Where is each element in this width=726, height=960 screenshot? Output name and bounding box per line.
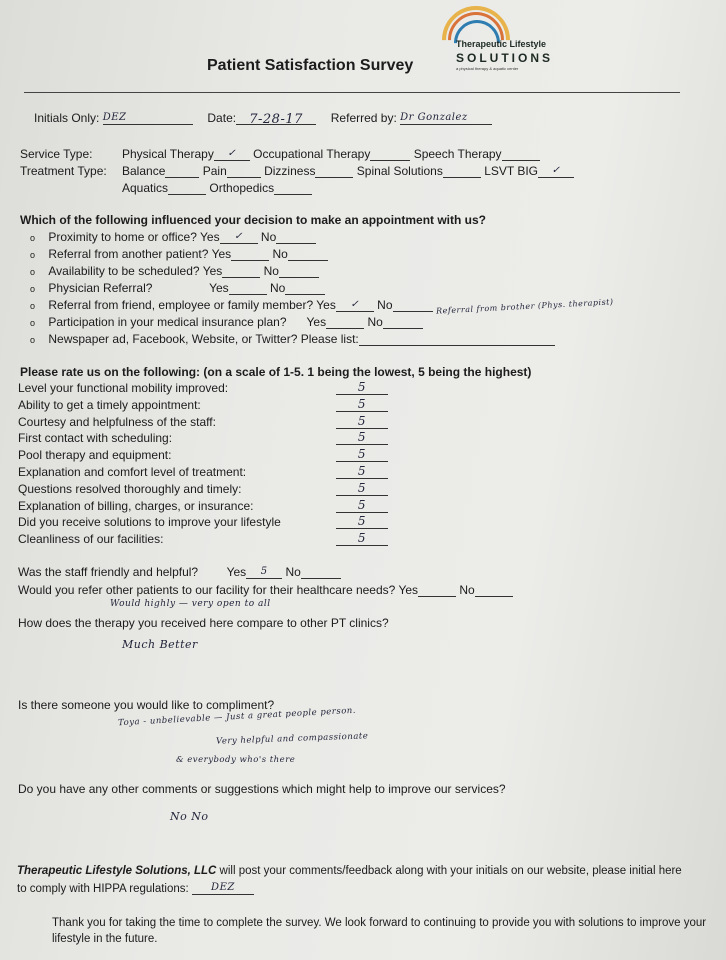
no-label: No [459, 583, 475, 597]
referred-label: Referred by: [330, 111, 397, 125]
initials-label: Initials Only: [34, 111, 100, 125]
website-notice [17, 865, 682, 877]
thank-you-text: Thank you for taking the time to complete the survey. We look forward to continuing to provide you with solutions to improve your lifestyle in the future. [52, 917, 707, 945]
no-field[interactable] [383, 316, 423, 329]
referred-field[interactable]: Dr Gonzalez [400, 112, 492, 125]
company-name: Therapeutic Lifestyle Solutions, LLC [17, 865, 217, 877]
logo-tagline: a physical therapy & aquatic center [456, 66, 519, 71]
option-label: Spinal Solutions [356, 164, 443, 178]
influence-question: Availability to be scheduled? [48, 264, 200, 278]
ratings-heading: Please rate us on the following: (on a scale of 1-5. 1 being the lowest, 5 being the highest) [20, 365, 532, 379]
bullet-icon: o [30, 335, 36, 345]
rating-value-field[interactable]: 5 [336, 464, 388, 479]
bullet-icon: o [30, 233, 36, 243]
yes-label: Yes [200, 230, 220, 244]
treatment-type-options-2 [122, 181, 312, 195]
post-text: will post your comments/feedback along with your initials on our website, please initial here [216, 865, 682, 877]
refer-note[interactable]: Would highly — very open to all [110, 599, 271, 609]
initials-field[interactable]: DEZ [103, 112, 193, 125]
yes-label: Yes [226, 565, 247, 579]
rating-question: Questions resolved thoroughly and timely: [18, 481, 242, 496]
influence-item [30, 264, 319, 278]
yes-label: Yes [209, 281, 229, 295]
hippa-row [17, 882, 254, 895]
no-field[interactable] [276, 231, 316, 244]
option-label: Occupational Therapy [253, 147, 371, 161]
option-label: Speech Therapy [413, 147, 502, 161]
rating-question: Ability to get a timely appointment: [18, 397, 201, 412]
yes-field[interactable] [231, 248, 269, 261]
no-field[interactable] [393, 299, 433, 312]
rating-value-field[interactable]: 5 [336, 514, 388, 529]
media-list-field[interactable] [359, 333, 555, 346]
no-label: No [270, 281, 286, 295]
yes-field[interactable] [222, 265, 260, 278]
option-label: Aquatics [122, 181, 169, 195]
rating-value-field[interactable]: 5 [336, 481, 388, 496]
option-label: Physical Therapy [122, 147, 214, 161]
no-field[interactable] [279, 265, 319, 278]
option-label: Balance [122, 164, 166, 178]
lsvt-big-field[interactable]: ✓ [538, 165, 574, 178]
influence-item [30, 281, 325, 295]
rating-value-field[interactable]: 5 [336, 430, 388, 445]
rating-question: Level your functional mobility improved: [18, 381, 229, 395]
influence-heading: Which of the following influenced your decision to make an appointment with us? [20, 213, 487, 227]
no-label: No [285, 565, 301, 579]
initials-row [34, 111, 492, 125]
yes-field[interactable]: ✓ [336, 299, 374, 312]
page-title: Patient Satisfaction Survey [207, 57, 414, 74]
balance-field[interactable] [165, 165, 199, 178]
rating-value-field[interactable]: 5 [336, 380, 388, 395]
rating-value-field[interactable]: 5 [336, 414, 388, 429]
logo-text-line2: SOLUTIONS [456, 51, 554, 65]
physical-therapy-field[interactable]: ✓ [214, 148, 250, 161]
influence-item [30, 315, 423, 329]
rating-question: Courtesy and helpfulness of the staff: [18, 414, 216, 429]
yes-field[interactable]: ✓ [220, 231, 258, 244]
option-label: Orthopedics [209, 181, 275, 195]
date-label: Date: [207, 111, 237, 125]
refer-yes-field[interactable] [418, 584, 456, 597]
bullet-icon: o [30, 267, 36, 277]
compliment-question: Is there someone you would like to compliment? [18, 698, 275, 712]
refer-question-row [18, 583, 513, 597]
no-label: No [367, 315, 383, 329]
compare-question: How does the therapy you received here compare to other PT clinics? [18, 616, 389, 630]
treatment-type-label: Treatment Type: [20, 164, 107, 178]
no-label: No [272, 247, 288, 261]
influence-question: Participation in your medical insurance plan? [48, 315, 287, 329]
no-field[interactable] [288, 248, 328, 261]
influence-question: Physician Referral? [48, 281, 153, 295]
influence-item [30, 332, 555, 346]
yes-label: Yes [211, 247, 232, 261]
hippa-initials-field[interactable]: DEZ [192, 882, 254, 895]
rating-question: Pool therapy and equipment: [18, 448, 172, 463]
yes-field[interactable] [229, 282, 267, 295]
service-type-options [122, 147, 540, 161]
compliment-answer-line[interactable]: Very helpful and compassionate [215, 731, 369, 747]
bullet-icon: o [30, 250, 36, 260]
yes-label: Yes [202, 264, 223, 278]
dizziness-field[interactable] [315, 165, 353, 178]
influence-question: Newspaper ad, Facebook, Website, or Twitter? Please list: [48, 332, 359, 346]
no-label: No [263, 264, 279, 278]
rating-value-field[interactable]: 5 [336, 498, 388, 513]
bullet-icon: o [30, 284, 36, 294]
option-label: LSVT BIG [484, 164, 539, 178]
compare-answer[interactable]: Much Better [122, 638, 198, 651]
yes-field[interactable] [326, 316, 364, 329]
no-label: No [377, 298, 393, 312]
rating-question: Explanation of billing, charges, or insurance: [18, 498, 254, 513]
yes-label: Yes [316, 298, 336, 312]
date-field[interactable]: 7-28-17 [236, 112, 316, 125]
service-type-label: Service Type: [20, 147, 93, 161]
compliment-answer-line[interactable]: Toya - unbelievable — Just a great people person. [117, 705, 357, 729]
staff-question-row [18, 565, 341, 579]
rating-question: Did you receive solutions to improve your lifestyle [18, 515, 281, 530]
header-divider [24, 92, 680, 93]
bullet-icon: o [30, 301, 36, 311]
yes-label: Yes [398, 583, 419, 597]
hippa-text: to comply with HIPPA regulations: [17, 883, 189, 895]
no-label: No [260, 230, 277, 244]
rating-value-field[interactable]: 5 [336, 397, 388, 412]
option-label: Dizziness [264, 164, 316, 178]
influence-question: Proximity to home or office? [48, 230, 197, 244]
refer-no-field[interactable] [475, 584, 513, 597]
influence-question: Referral from friend, employee or family member? [48, 298, 314, 312]
orthopedics-field[interactable] [274, 182, 312, 195]
option-label: Pain [202, 164, 227, 178]
yes-label: Yes [306, 315, 327, 329]
comments-question: Do you have any other comments or suggestions which might help to improve our services? [18, 782, 506, 796]
spinal-solutions-field[interactable] [443, 165, 481, 178]
rating-question: Cleanliness of our facilities: [18, 532, 164, 547]
influence-item [30, 230, 316, 244]
rating-value-field[interactable]: 5 [336, 531, 388, 546]
company-logo [436, 4, 556, 74]
rating-value-field[interactable]: 5 [336, 447, 388, 462]
comments-answer[interactable]: No No [170, 810, 209, 823]
referral-note[interactable]: Referral from brother (Phys. therapist) [435, 297, 614, 316]
aquatics-field[interactable] [168, 182, 206, 195]
rating-question: Explanation and comfort level of treatment: [18, 465, 247, 479]
staff-yes-field[interactable]: 5 [246, 566, 282, 579]
compliment-answer-line[interactable]: & everybody who's there [176, 755, 296, 765]
staff-no-field[interactable] [301, 566, 341, 579]
influence-item [30, 297, 614, 316]
treatment-type-options [122, 164, 574, 178]
occupational-therapy-field[interactable] [370, 148, 410, 161]
pain-field[interactable] [227, 165, 261, 178]
refer-question: Would you refer other patients to our facility for their healthcare needs? [18, 583, 396, 597]
bullet-icon: o [30, 318, 36, 328]
speech-therapy-field[interactable] [502, 148, 540, 161]
influence-question: Referral from another patient? [48, 247, 209, 261]
influence-item [30, 247, 328, 261]
rating-question: First contact with scheduling: [18, 431, 173, 446]
no-field[interactable] [285, 282, 325, 295]
logo-text-line1: Therapeutic Lifestyle [456, 39, 547, 49]
staff-question: Was the staff friendly and helpful? [18, 565, 199, 579]
